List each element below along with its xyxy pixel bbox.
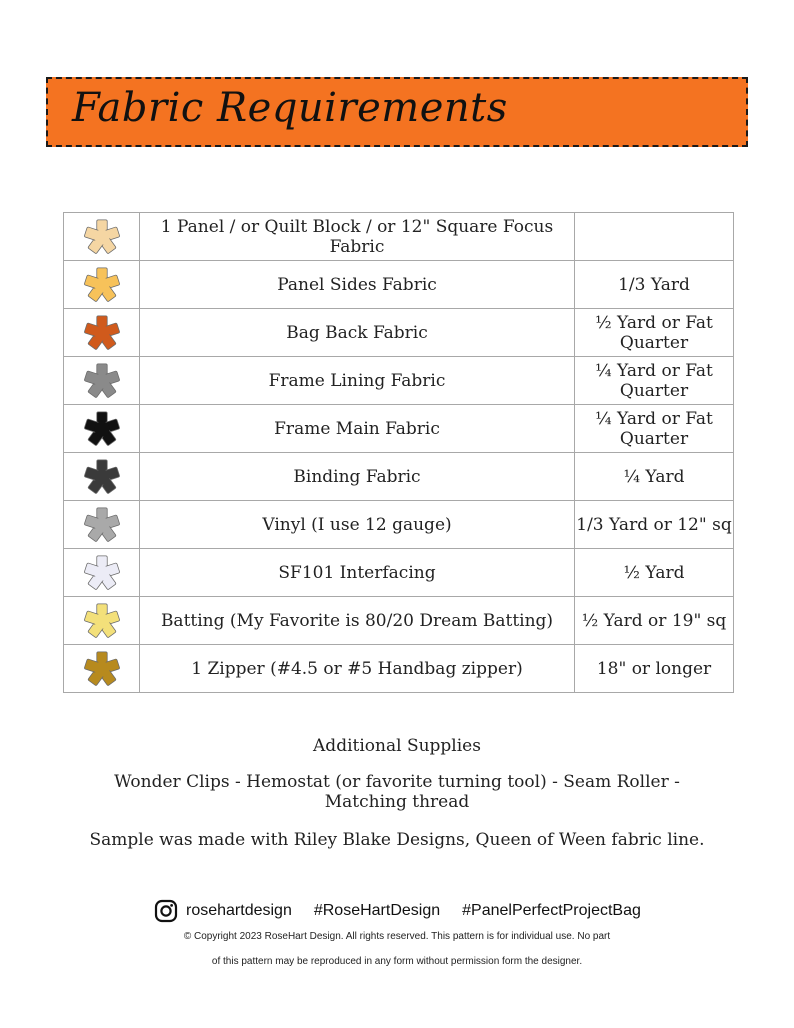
supplies-list: Wonder Clips - Hemostat (or favorite turning tool) - Seam Roller - Matching thread bbox=[114, 772, 680, 812]
item-amount: 1/3 Yard bbox=[575, 261, 734, 309]
flower-swatch-icon bbox=[83, 218, 121, 256]
copyright-line-2: of this pattern may be reproduced in any form without permission form the designer. bbox=[211, 956, 583, 967]
flower-swatch-icon bbox=[83, 458, 121, 496]
swatch-cell bbox=[64, 453, 140, 501]
table-row bbox=[64, 405, 734, 453]
swatch-cell bbox=[64, 213, 140, 261]
social-row bbox=[154, 898, 663, 924]
item-amount: ¼ Yard or Fat Quarter bbox=[575, 405, 734, 453]
supplies-heading: Additional Supplies bbox=[313, 736, 481, 756]
item-name: Bag Back Fabric bbox=[140, 309, 575, 357]
table-row bbox=[64, 597, 734, 645]
item-name: Panel Sides Fabric bbox=[140, 261, 575, 309]
copyright-line-1: © Copyright 2023 RoseHart Design. All rights reserved. This pattern is for individual use. No part bbox=[183, 931, 611, 942]
flower-swatch-icon bbox=[83, 266, 121, 304]
flower-swatch-icon bbox=[83, 650, 121, 688]
table-row bbox=[64, 309, 734, 357]
table-row bbox=[64, 213, 734, 261]
table-row bbox=[64, 501, 734, 549]
flower-swatch-icon bbox=[83, 314, 121, 352]
swatch-cell bbox=[64, 501, 140, 549]
fabric-requirements-table bbox=[63, 212, 734, 693]
swatch-cell bbox=[64, 597, 140, 645]
item-amount: ¼ Yard or Fat Quarter bbox=[575, 357, 734, 405]
flower-swatch-icon bbox=[83, 410, 121, 448]
swatch-cell bbox=[64, 645, 140, 693]
item-amount bbox=[575, 213, 734, 261]
item-amount: ½ Yard or 19" sq bbox=[575, 597, 734, 645]
table-row bbox=[64, 453, 734, 501]
title-banner bbox=[46, 77, 748, 147]
hashtag-rosehartdesign[interactable]: #RoseHartDesign bbox=[313, 902, 441, 919]
table-body bbox=[64, 213, 734, 693]
swatch-cell bbox=[64, 309, 140, 357]
item-amount: 18" or longer bbox=[575, 645, 734, 693]
item-name: Frame Lining Fabric bbox=[140, 357, 575, 405]
flower-swatch-icon bbox=[83, 362, 121, 400]
item-name: Binding Fabric bbox=[140, 453, 575, 501]
swatch-cell bbox=[64, 261, 140, 309]
item-name: Batting (My Favorite is 80/20 Dream Batting) bbox=[140, 597, 575, 645]
flower-swatch-icon bbox=[83, 602, 121, 640]
table-row bbox=[64, 549, 734, 597]
page-title: Fabric Requirements bbox=[72, 85, 508, 131]
item-name: Frame Main Fabric bbox=[140, 405, 575, 453]
item-name: Vinyl (I use 12 gauge) bbox=[140, 501, 575, 549]
instagram-handle[interactable]: rosehartdesign bbox=[186, 902, 292, 919]
item-name: 1 Panel / or Quilt Block / or 12" Square Focus Fabric bbox=[140, 213, 575, 261]
sample-note: Sample was made with Riley Blake Designs, Queen of Ween fabric line. bbox=[89, 830, 705, 850]
item-amount: ¼ Yard bbox=[575, 453, 734, 501]
table-row bbox=[64, 261, 734, 309]
item-amount: ½ Yard bbox=[575, 549, 734, 597]
item-name: 1 Zipper (#4.5 or #5 Handbag zipper) bbox=[140, 645, 575, 693]
table-row bbox=[64, 357, 734, 405]
item-name: SF101 Interfacing bbox=[140, 549, 575, 597]
swatch-cell bbox=[64, 405, 140, 453]
flower-swatch-icon bbox=[83, 506, 121, 544]
item-amount: ½ Yard or Fat Quarter bbox=[575, 309, 734, 357]
item-amount: 1/3 Yard or 12" sq bbox=[575, 501, 734, 549]
swatch-cell bbox=[64, 357, 140, 405]
flower-swatch-icon bbox=[83, 554, 121, 592]
instagram-icon bbox=[154, 899, 178, 923]
table-row bbox=[64, 645, 734, 693]
hashtag-panelperfectprojectbag[interactable]: #PanelPerfectProjectBag bbox=[462, 902, 641, 919]
swatch-cell bbox=[64, 549, 140, 597]
